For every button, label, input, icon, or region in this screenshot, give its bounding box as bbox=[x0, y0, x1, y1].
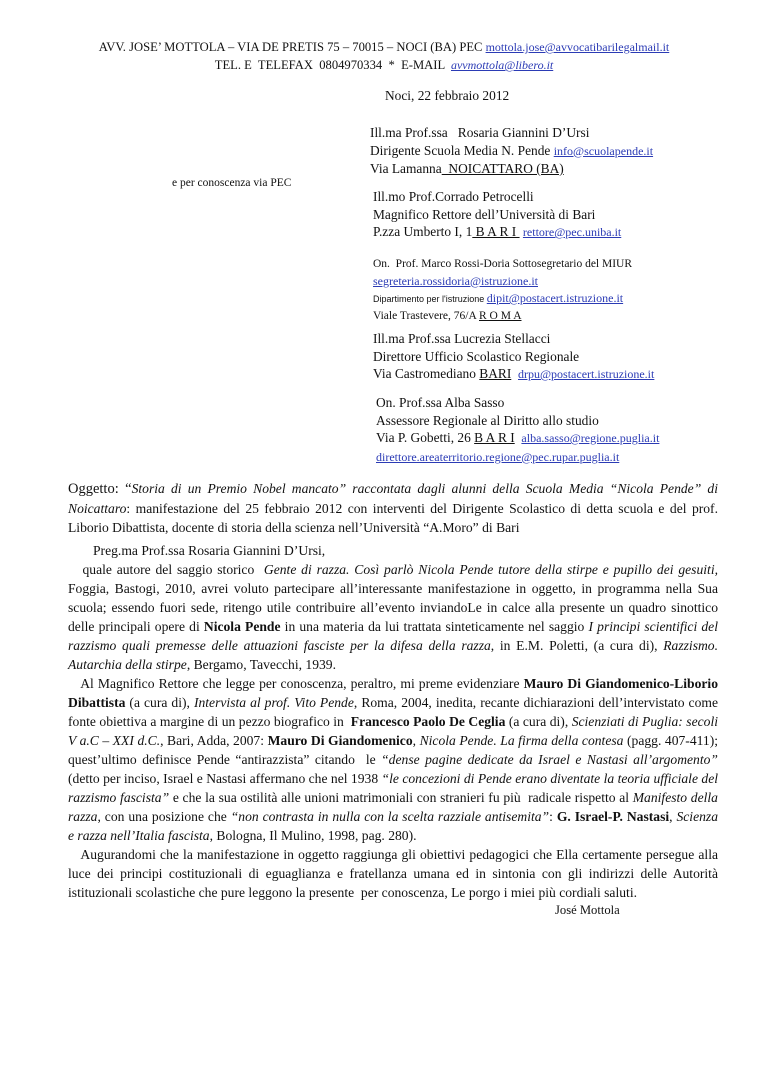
text-segment: Nicola Pende bbox=[203, 619, 281, 634]
text-segment: (detto per inciso, Israel e Nastasi affermano che nel 1938 bbox=[68, 752, 722, 786]
text-segment: Mauro Di Giandomenico-Liborio Dibattista bbox=[68, 676, 722, 710]
text-segment: Dipartimento per l'istruzione bbox=[373, 294, 487, 304]
text-segment: : bbox=[549, 809, 557, 824]
text-segment bbox=[511, 366, 518, 381]
recipient-block-5 bbox=[376, 394, 659, 466]
email-link[interactable]: rettore@pec.uniba.it bbox=[522, 225, 622, 239]
recipient-line bbox=[373, 290, 632, 308]
text-segment: Magnifico Rettore dell’Università di Bari bbox=[373, 206, 596, 222]
text-segment: Gente di razza. Così parlò Nicola Pende tutore della stirpe e pupillo dei gesuiti, bbox=[263, 562, 718, 577]
text-segment: B A R I bbox=[474, 430, 515, 445]
text-segment: TEL. E TELEFAX 0804970334 * E-MAIL bbox=[214, 58, 451, 72]
text-segment: Mauro Di Giandomenico bbox=[267, 733, 413, 748]
recipient-block-2 bbox=[373, 188, 621, 242]
text-segment: B A R I bbox=[472, 224, 520, 239]
recipient-line bbox=[376, 448, 659, 467]
text-segment: Via Castromediano bbox=[373, 366, 480, 381]
text-segment: “non contrasta in nulla con la scelta razziale antisemita” bbox=[230, 809, 550, 824]
text-segment: , bbox=[412, 733, 420, 748]
text-segment: Francesco Paolo De Ceglia bbox=[350, 714, 506, 729]
text-segment: Ill.ma Prof.ssa Lucrezia Stellacci bbox=[373, 331, 551, 346]
text-segment: Viale Trastevere, 76/A bbox=[373, 309, 479, 322]
email-link[interactable]: direttore.areaterritorio.regione@pec.rupar.puglia.it bbox=[376, 449, 620, 464]
text-segment: (a cura di), bbox=[125, 695, 194, 710]
recipient-block-4 bbox=[373, 330, 654, 384]
text-segment: “le concezioni di Pende erano diventate la teoria ufficiale del razzismo fascista” bbox=[68, 771, 722, 805]
subject-paragraph bbox=[68, 479, 722, 537]
text-segment: Storia di un Premio Nobel mancato” raccontata dagli alunni della Scuola Media “Nicola Pende” di Noicattaro bbox=[68, 481, 722, 516]
text-segment: Via P. Gobetti, 26 bbox=[376, 430, 475, 445]
recipient-line bbox=[370, 124, 653, 142]
text-segment: , Bergamo, Tavecchi, 1939. bbox=[186, 657, 336, 672]
email-link[interactable]: alba.sasso@regione.puglia.it bbox=[521, 431, 660, 445]
text-segment: (pagg. 407-411); quest’ultimo definisce Pende “antirazzista” citando le bbox=[68, 733, 722, 767]
text-segment: On. Prof. Marco Rossi-Doria Sottosegretario del MIUR bbox=[373, 258, 633, 270]
salutation: Preg.ma Prof.ssa Rosaria Giannini D’Ursi, bbox=[93, 543, 326, 558]
email-link[interactable]: segreteria.rossidoria@istruzione.it bbox=[373, 273, 538, 288]
text-segment: , bbox=[669, 809, 677, 824]
text-segment: BARI bbox=[479, 366, 512, 381]
text-segment: G. Israel-P. Nastasi bbox=[556, 809, 670, 824]
text-segment: Scienza e razza nell’Italia fascista bbox=[68, 809, 722, 843]
recipient-line bbox=[376, 394, 659, 412]
recipient-line bbox=[373, 206, 621, 224]
text-segment: Intervista al prof. Vito Pende bbox=[193, 695, 354, 710]
email-link[interactable]: mottola.jose@avvocatibarilegalmail.it bbox=[485, 40, 670, 54]
recipient-line bbox=[370, 160, 653, 178]
text-segment: , con una posizione che bbox=[97, 809, 231, 824]
text-segment: “dense pagine dedicate da Israel e Nastasi all’argomento” bbox=[381, 752, 718, 767]
recipient-line bbox=[373, 273, 632, 291]
signature: José Mottola bbox=[555, 903, 620, 917]
recipient-line bbox=[373, 223, 621, 242]
cc-note: e per conoscenza via PEC bbox=[172, 177, 292, 189]
text-segment: AVV. JOSE’ MOTTOLA – VIA DE PRETIS 75 – 70015 – NOCI (BA) PEC bbox=[98, 40, 486, 54]
text-segment: Via Lamanna bbox=[370, 161, 442, 176]
letterhead bbox=[0, 38, 768, 74]
recipient-line bbox=[373, 188, 621, 206]
text-segment: Razzismo. Autarchia della stirpe bbox=[68, 638, 722, 672]
recipient-line bbox=[376, 412, 659, 430]
text-segment: , in E.M. Poletti, (a cura di), bbox=[490, 638, 664, 653]
text-segment: R O M A bbox=[479, 309, 522, 322]
text-segment: Al Magnifico Rettore che legge per conoscenza, peraltro, mi preme evidenziare bbox=[68, 676, 524, 691]
letter-body bbox=[68, 479, 722, 919]
email-link[interactable]: info@scuolapende.it bbox=[553, 143, 654, 158]
text-segment: , Bari, Adda, 2007: bbox=[160, 733, 268, 748]
recipient-line bbox=[373, 308, 632, 325]
text-segment: e che la sua ostilità alle unioni matrimoniali con stranieri fu più radicale rispetto al bbox=[169, 790, 633, 805]
recipient-line bbox=[373, 330, 654, 348]
letterhead-address-line bbox=[0, 38, 768, 56]
text-segment: quale autore del saggio storico bbox=[68, 562, 264, 577]
text-segment: , Bologna, Il Mulino, 1998, pag. 280). bbox=[209, 828, 417, 843]
email-link[interactable]: avvmottola@libero.it bbox=[450, 58, 554, 72]
recipient-line bbox=[373, 348, 654, 366]
text-segment: (a cura di), bbox=[505, 714, 572, 729]
body-paragraph bbox=[68, 674, 722, 845]
body-paragraph bbox=[68, 560, 722, 674]
text-segment: On. Prof.ssa Alba Sasso bbox=[376, 395, 505, 410]
recipient-line bbox=[373, 365, 654, 384]
text-segment: Oggetto: “ bbox=[68, 481, 132, 497]
letterhead-contact-line bbox=[0, 56, 768, 74]
recipient-line bbox=[376, 429, 659, 448]
recipient-block-1 bbox=[370, 124, 653, 178]
text-segment: Assessore Regionale al Diritto allo studio bbox=[376, 412, 599, 428]
body-paragraph bbox=[68, 845, 722, 902]
text-segment: Scienziati di Puglia: secoli V a.C – XXI d.C. bbox=[68, 714, 722, 748]
text-segment: P.zza Umberto I, 1 bbox=[373, 224, 473, 239]
recipient-block-3 bbox=[373, 256, 632, 324]
email-link[interactable]: dipit@postacert.istruzione.it bbox=[486, 291, 624, 305]
text-segment: Manifesto della razza bbox=[68, 790, 722, 824]
text-segment: , Roma, 2004, inedita, recante dichiarazioni dell’intervistato come fonte obiettiva a margine di un pezzo biografico in bbox=[68, 695, 722, 729]
text-segment: NOICATTARO (BA) bbox=[441, 161, 564, 176]
text-segment: Nicola Pende. La firma della contesa bbox=[419, 733, 624, 748]
text-segment: in una materia da lui trattata sinteticamente nel saggio bbox=[280, 619, 589, 634]
recipient-line bbox=[373, 256, 632, 273]
email-link[interactable]: drpu@postacert.istruzione.it bbox=[518, 367, 655, 381]
recipient-line bbox=[370, 142, 653, 161]
text-segment: I principi scientifici del razzismo quali premesse delle attuazioni fasciste per la difesa della razza bbox=[68, 619, 722, 653]
text-segment: Direttore Ufficio Scolastico Regionale bbox=[373, 348, 580, 364]
letter-date: Noci, 22 febbraio 2012 bbox=[385, 88, 510, 103]
text-segment: Ill.mo Prof.Corrado Petrocelli bbox=[373, 189, 534, 204]
text-segment: Foggia, Bastogi, 2010, avrei voluto partecipare all’interessante manifestazione in oggetto, in programma nella Sua scuola; essendo fuori sede, ritengo utile contribuire all’evento inviandoLe in calce alla presente un quadro sinottico delle principali opere di bbox=[68, 562, 722, 634]
text-segment: Dirigente Scuola Media N. Pende bbox=[370, 142, 554, 158]
text-segment: : manifestazione del 25 febbraio 2012 con interventi del Dirigente Scolastico di detta scuola e del prof. Liborio Dibattista, docente di storia della scienza nell’Università “A.Moro” di Bari bbox=[68, 501, 722, 535]
text-segment: Ill.ma Prof.ssa Rosaria Giannini D’Ursi bbox=[370, 125, 590, 140]
text-segment: Augurandomi che la manifestazione in oggetto raggiunga gli obiettivi pedagogici che Ella certamente persegue alla luce dei principi costituzionali di eguaglianza e fratellanza umana ed in sintonia con gli indirizzi delle Autorità istituzionali scolastiche che pure leggono la presente per conoscenza, Le porgo i miei più cordiali saluti. bbox=[68, 847, 722, 900]
